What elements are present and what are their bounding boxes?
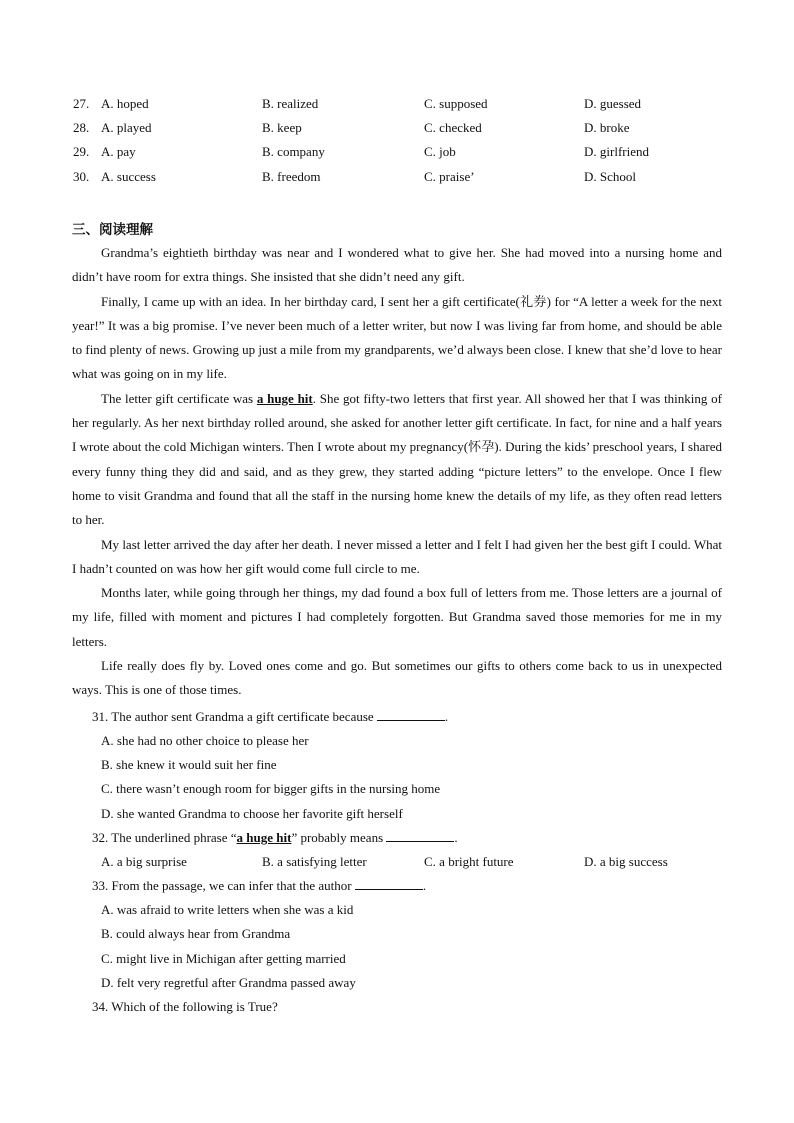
- option-c: C. praise’: [424, 169, 475, 184]
- passage-paragraph-4: My last letter arrived the day after her death. I never missed a letter and I felt I had given her the best gift I could. What I hadn’t counted on was how her gift would come full circle to me.: [72, 536, 722, 576]
- choice-row-30: [0, 168, 794, 186]
- question-text: 33. From the passage, we can infer that the author: [92, 878, 352, 893]
- option-d: D. School: [584, 169, 636, 184]
- question-end: .: [444, 709, 449, 724]
- option-d: D. guessed: [584, 96, 642, 111]
- passage-paragraph-2: Finally, I came up with an idea. In her birthday card, I sent her a gift certificate(礼券) for “A letter a week for the next year!” It was a big promise. I’ve never been much of a letter writer, but now I was living far from home, and should be able to find plenty of news. Growing up just a mile from my grandparents, we’d always been close. I knew that she’d love to hear what was going on in my life.: [72, 293, 722, 382]
- choice-row-28: [0, 119, 794, 137]
- option-b: B. a satisfying letter: [262, 854, 367, 869]
- underlined-phrase: a huge hit: [236, 830, 292, 845]
- passage-paragraph-6: Life really does fly by. Loved ones come and go. But sometimes our gifts to others come back to us in unexpected ways. This is one of those times.: [72, 658, 722, 698]
- option-b: B. company: [262, 144, 325, 159]
- question-33-stem: [92, 877, 426, 895]
- option-b: B. keep: [262, 120, 302, 135]
- question-31-option-c: C. there wasn’t enough room for bigger gifts in the nursing home: [101, 781, 441, 796]
- answer-blank: [355, 877, 423, 890]
- option-c: C. supposed: [424, 96, 488, 111]
- option-a: A. a big surprise: [101, 854, 187, 869]
- option-a: A. hoped: [101, 96, 149, 111]
- option-a: A. pay: [101, 144, 136, 159]
- choice-row-29: [0, 143, 794, 161]
- option-d: D. a big success: [584, 854, 668, 869]
- paragraph-text: The letter gift certificate was: [101, 390, 257, 406]
- question-33-option-b: B. could always hear from Grandma: [101, 926, 291, 941]
- answer-blank: [377, 708, 445, 721]
- choice-row-27: [0, 95, 794, 113]
- option-c: C. checked: [424, 120, 482, 135]
- question-31-option-a: A. she had no other choice to please her: [101, 733, 309, 748]
- question-33-option-a: A. was afraid to write letters when she was a kid: [101, 902, 354, 917]
- option-a: A. played: [101, 120, 152, 135]
- answer-blank: [386, 829, 454, 842]
- underlined-phrase: a huge hit: [256, 390, 313, 406]
- option-c: C. a bright future: [424, 854, 514, 869]
- question-number: 27.: [73, 96, 90, 111]
- question-31-option-d: D. she wanted Grandma to choose her favorite gift herself: [101, 806, 403, 821]
- question-number: 28.: [73, 120, 90, 135]
- passage-paragraph-3: [72, 387, 722, 533]
- question-number: 29.: [73, 144, 90, 159]
- option-c: C. job: [424, 144, 456, 159]
- question-number: 30.: [73, 169, 90, 184]
- question-31-option-b: B. she knew it would suit her fine: [101, 757, 277, 772]
- question-32-stem: [92, 829, 458, 847]
- option-d: D. girlfriend: [584, 144, 649, 159]
- question-text: 32. The underlined phrase “: [92, 830, 237, 845]
- passage-paragraph-1: Grandma’s eightieth birthday was near and I wondered what to give her. She had moved into a nursing home and didn’t have room for extra things. She insisted that she didn’t need any gift.: [72, 245, 722, 285]
- question-text: ” probably means: [291, 830, 384, 845]
- option-b: B. realized: [262, 96, 319, 111]
- option-b: B. freedom: [262, 169, 321, 184]
- question-33-option-d: D. felt very regretful after Grandma passed away: [101, 975, 356, 990]
- question-text: 31. The author sent Grandma a gift certificate because: [92, 709, 374, 724]
- question-end: .: [454, 830, 458, 845]
- passage-paragraph-5: Months later, while going through her things, my dad found a box full of letters from me. Those letters are a journal of my life, filled with moment and pictures I had completely forgotten. But Grandma saved those memories for me in my letters.: [72, 585, 722, 649]
- option-d: D. broke: [584, 120, 630, 135]
- question-33-option-c: C. might live in Michigan after getting married: [101, 951, 346, 966]
- reading-passage: [72, 241, 722, 703]
- question-34-stem: 34. Which of the following is True?: [92, 999, 278, 1014]
- question-31-stem: [92, 708, 448, 726]
- question-end: .: [422, 878, 427, 893]
- option-a: A. success: [101, 169, 156, 184]
- section-heading: 三、阅读理解: [72, 222, 153, 238]
- question-32-options: [0, 853, 794, 871]
- paragraph-text: . She got fifty-two letters that first year. All showed her that I was thinking of her regularly. As her next birthday rolled around, she asked for another letter gift certificate. In fact, for nine and a half years I wrote about the cold Michigan winters. Then I wrote about my pregnancy(怀孕). During the kids’ preschool years, I shared every funny thing they did and said, and as they grew, they started adding “picture letters” to the envelope. Once I flew home to visit Grandma and found that all the staff in the nursing home knew the details of my life, as they often read letters to her.: [72, 390, 722, 528]
